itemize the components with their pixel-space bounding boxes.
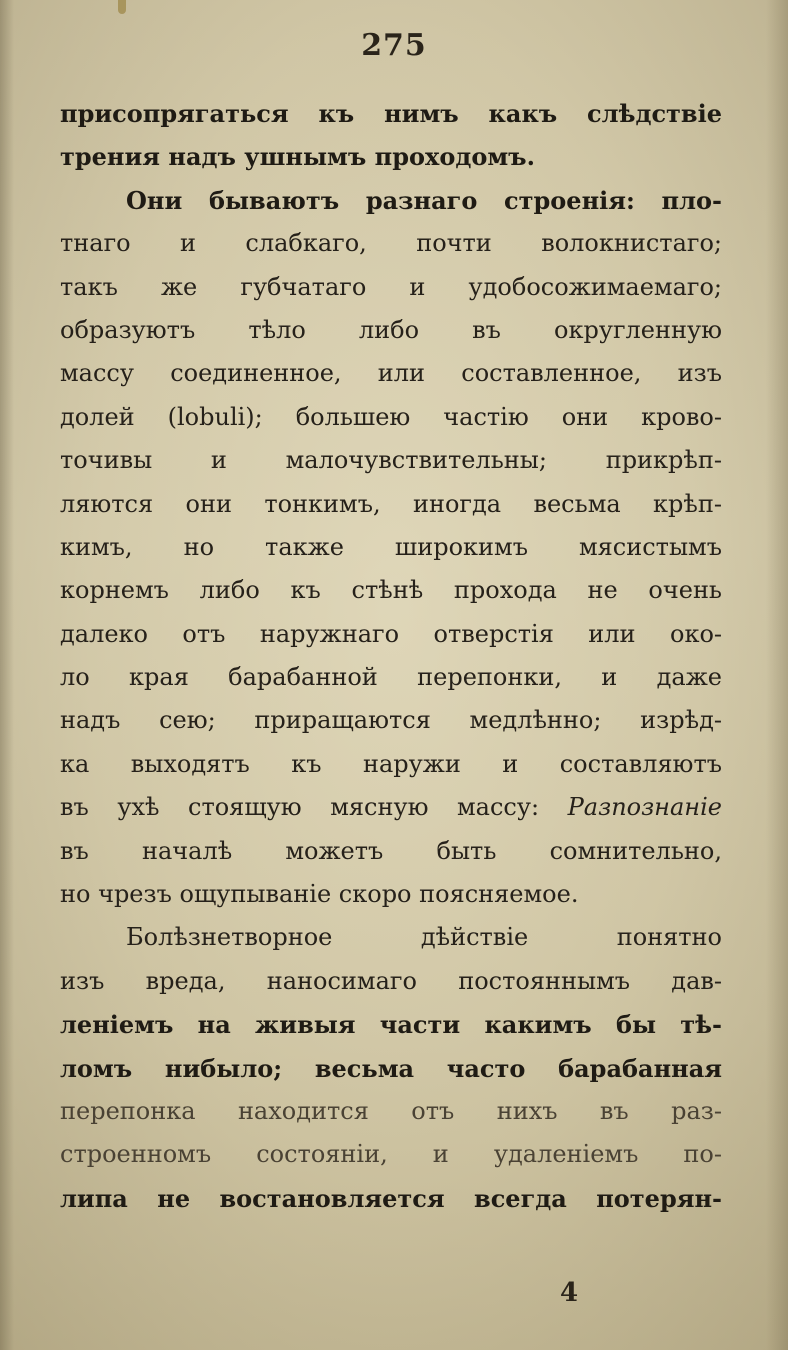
text-line: тнаго и слабкаго, почти волокнистаго; bbox=[60, 229, 722, 258]
text-line: но чрезъ ощупываніе скоро поясняемое. bbox=[60, 880, 579, 909]
paragraph-start-line: Они бываютъ разнаго строенія: пло- bbox=[126, 185, 722, 215]
text-line: ляются они тонкимъ, иногда весьма крѣп- bbox=[60, 489, 722, 518]
text-line: корнемъ либо къ стѣнѣ прохода не очень bbox=[60, 576, 722, 605]
text-line: ломъ нибыло; весьма часто барабанная bbox=[60, 1053, 722, 1083]
paragraph-start-line: Болѣзнетворное дѣйствіе понятно bbox=[126, 923, 722, 952]
text-line-with-italic bbox=[60, 786, 722, 829]
text-line: присопрягаться къ нимъ какъ слѣдствіе bbox=[60, 99, 722, 128]
top-edge-mark bbox=[118, 0, 126, 14]
text-line: точивы и малочувствительны; прикрѣп- bbox=[60, 446, 722, 475]
text-line: ка выходятъ къ наружи и составляютъ bbox=[60, 749, 722, 778]
text-line: кимъ, но также широкимъ мясистымъ bbox=[60, 532, 722, 561]
text-line: леніемъ на живыя части какимъ бы тѣ- bbox=[60, 1010, 722, 1040]
text-line: липа не востановляется всегда потерян- bbox=[60, 1183, 722, 1213]
text-line: образуютъ тѣло либо въ округленную bbox=[60, 315, 722, 344]
text-line: перепонка находится отъ нихъ въ раз- bbox=[60, 1096, 722, 1125]
text-line: трения надъ ушнымъ проходомъ. bbox=[60, 142, 535, 172]
text-line: далеко отъ наружнаго отверстія или око- bbox=[60, 619, 722, 648]
text-line: надъ сею; приращаются медлѣнно; изрѣд- bbox=[60, 706, 722, 735]
text-line-part: въ ухѣ стоящую мясную массу: bbox=[60, 793, 540, 822]
italic-phrase: Разпознаніе bbox=[567, 793, 722, 822]
text-line: въ началѣ можетъ быть сомнительно, bbox=[60, 836, 722, 865]
text-line: ло края барабанной перепонки, и даже bbox=[60, 663, 722, 692]
text-line: массу соединенное, или составленное, изъ bbox=[60, 359, 722, 388]
signature-mark: 4 bbox=[559, 1278, 579, 1308]
page-number: 275 bbox=[361, 28, 427, 63]
body-text bbox=[60, 92, 722, 1220]
text-line: изъ вреда, наносимаго постояннымъ дав- bbox=[60, 966, 722, 995]
text-line: такъ же губчатаго и удобосожимаемаго; bbox=[60, 272, 722, 301]
text-line: долей (lobuli); большею частію они крово- bbox=[60, 402, 722, 431]
text-line: строенномъ состояніи, и удаленіемъ по- bbox=[60, 1140, 722, 1169]
